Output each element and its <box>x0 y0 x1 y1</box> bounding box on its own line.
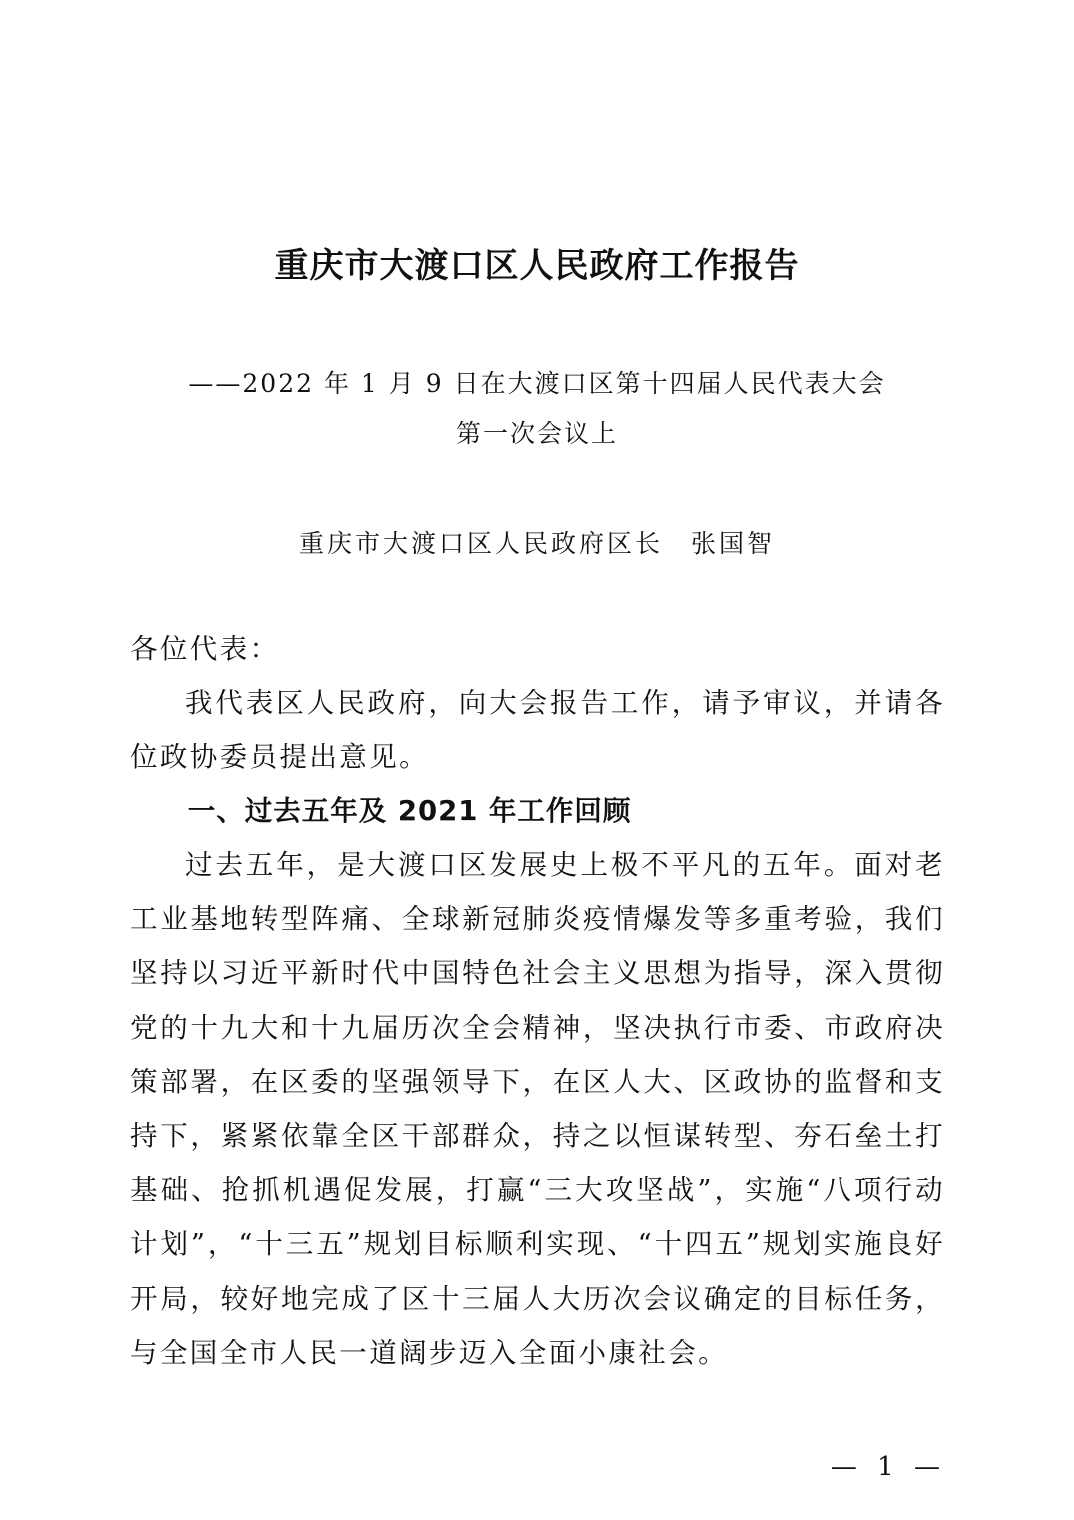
document-title: 重庆市大渡口区人民政府工作报告 <box>274 246 800 286</box>
speaker-line <box>0 524 1074 560</box>
subtitle-line-2: 第一次会议上 <box>455 419 618 448</box>
paragraph-review: 过去五年，是大渡口区发展史上极不平凡的五年。面对老工业基地转型阵痛、全球新冠肺炎疫情爆发等多重考验，我们坚持以习近平新时代中国特色社会主义思想为指导，深入贯彻党的十九大和十九届历次全会精神，坚决执行市委、市政府决策部署，在区委的坚强领导下，在区人大、区政协的监督和支持下，紧紧依靠全区干部群众，持之以恒谋转型、夯石垒土打基础、抢抓机遇促发展，打赢“三大攻坚战”，实施“八项行动计划”，“十三五”规划目标顺利实现、“十四五”规划实施良好开局，较好地完成了区十三届人大历次会议确定的目标任务，与全国全市人民一道阔步迈入全面小康社会。 <box>130 849 945 1369</box>
speaker-organization: 重庆市大渡口区人民政府区长 <box>298 529 663 558</box>
speaker-name: 张国智 <box>691 529 776 558</box>
subtitle-line-1: ——2022 年 1 月 9 日在大渡口区第十四届人民代表大会 <box>188 369 886 398</box>
greeting: 各位代表： <box>130 633 280 665</box>
section-heading: 一、过去五年及 2021 年工作回顾 <box>187 795 632 827</box>
page-number: — 1 — <box>830 1452 946 1482</box>
paragraph-intro: 我代表区人民政府，向大会报告工作，请予审议，并请各位政协委员提出意见。 <box>130 687 945 774</box>
